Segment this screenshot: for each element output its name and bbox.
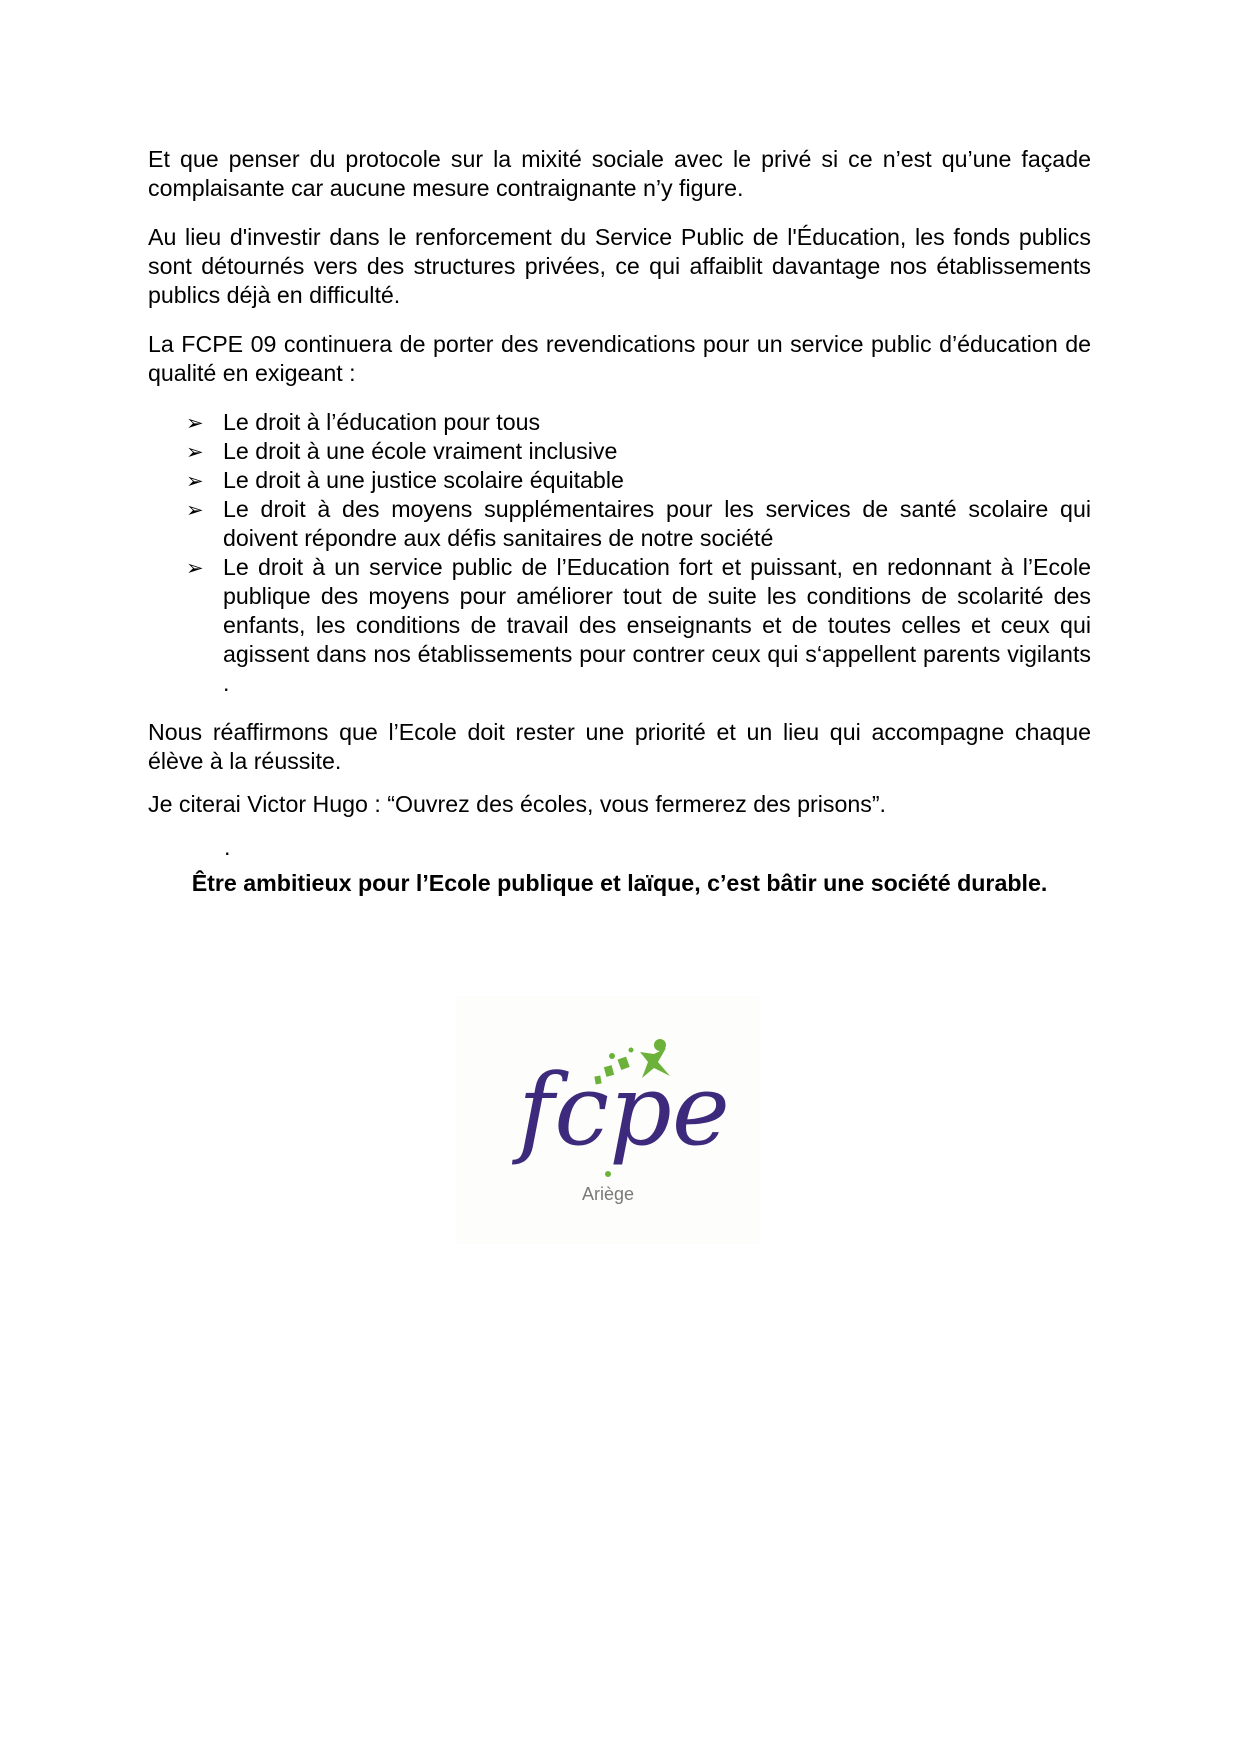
arrow-bullet-icon: ➢ bbox=[186, 557, 204, 580]
list-item-text: Le droit à des moyens supplémentaires pour les services de santé scolaire qui doivent répondre aux défis sanitaires de notre société bbox=[223, 496, 1091, 551]
paragraph-quote: Je citerai Victor Hugo : “Ouvrez des écoles, vous fermerez des prisons”. bbox=[148, 791, 887, 817]
list-item-text: Le droit à une justice scolaire équitable bbox=[223, 467, 624, 493]
stray-dot: . bbox=[224, 834, 231, 860]
arrow-bullet-icon: ➢ bbox=[186, 441, 204, 464]
arrow-bullet-icon: ➢ bbox=[186, 412, 204, 435]
logo-wordmark: fcpe bbox=[518, 1054, 730, 1168]
logo-region: Ariège bbox=[581, 1184, 635, 1204]
paragraph-priority: Nous réaffirmons que l’Ecole doit rester une priorité et un lieu qui accompagne chaque élève à la réussite. bbox=[148, 719, 1091, 774]
demands-list bbox=[148, 408, 1091, 698]
list-item-text: Le droit à l’éducation pour tous bbox=[223, 409, 541, 435]
list-item-text: Le droit à une école vraiment inclusive bbox=[223, 438, 618, 464]
list-item-text: Le droit à un service public de l’Education fort et puissant, en redonnant à l’Ecole publique des moyens pour améliorer tout de suite les conditions de scolarité des enfants, les conditions de travail des enseignants et de toutes celles et ceux qui agissent dans nos établissements pour contrer ceux qui s‘appellent parents vigilants . bbox=[223, 554, 1091, 696]
paragraph-demands-intro: La FCPE 09 continuera de porter des revendications pour un service public d’éducation de qualité en exigeant : bbox=[148, 331, 1091, 386]
list-item bbox=[148, 495, 1091, 553]
green-dot-mark bbox=[605, 1171, 611, 1177]
arrow-bullet-icon: ➢ bbox=[186, 499, 204, 522]
closing-statement: Être ambitieux pour l’Ecole publique et laïque, c’est bâtir une société durable. bbox=[191, 870, 1048, 896]
paragraph-protocol: Et que penser du protocole sur la mixité sociale avec le privé si ce n’est qu’une façade complaisante car aucune mesure contraignante n’y figure. bbox=[148, 146, 1091, 201]
list-item bbox=[148, 437, 1091, 466]
document-body bbox=[148, 145, 1091, 898]
fcpe-logo-graphic bbox=[456, 996, 760, 1244]
arrow-bullet-icon: ➢ bbox=[186, 470, 204, 493]
fcpe-ariege-logo bbox=[456, 996, 760, 1244]
list-item bbox=[148, 553, 1091, 698]
list-item bbox=[148, 466, 1091, 495]
paragraph-funds: Au lieu d'investir dans le renforcement du Service Public de l'Éducation, les fonds publics sont détournés vers des structures privées, ce qui affaiblit davantage nos établissements publics déjà en difficulté. bbox=[148, 224, 1091, 308]
list-item bbox=[148, 408, 1091, 437]
green-dot-mark bbox=[629, 1048, 634, 1053]
